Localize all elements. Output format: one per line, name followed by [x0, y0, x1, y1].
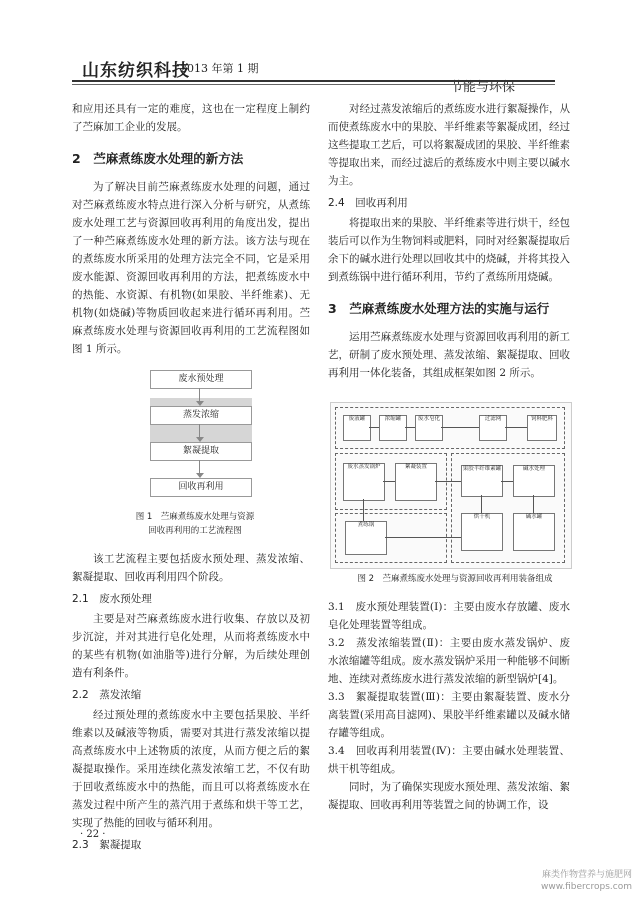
paragraph: 将提取出来的果胶、半纤维素等进行烘干，经包装后可以作为生物饲料或肥料，同时对经絮凝提取后余下的碱水进行处理以回收其中的烧碱，并将其投入到煮练锅中进行循环利用，节约了煮练所用烧碱。: [328, 217, 570, 283]
paragraph: 同时，为了确保实现废水预处理、蒸发浓缩、絮凝提取、回收再利用等装置之间的协调工作，设: [328, 781, 570, 811]
pipe-line: [435, 481, 461, 482]
subsection-heading: 2.3 絮凝提取: [72, 839, 142, 851]
pipe-line: [385, 537, 461, 538]
paragraph: 为了解决目前苎麻煮练废水处理的问题，通过对苎麻煮练废水特点进行深入分析与研究，从煮练废水处理工艺与资源回收再利用的角度出发，提出了一种苎麻煮练废水处理的新方法。该方法与现在的煮练废水所采用的处理方法完全不同，它是采用废水能源、资源回收再利用的方法，把煮练废水中的热能、水资源、有机物(如果胶、半纤维素)、无机物(如烧碱)等物质回收起来进行循环再利用。苎麻煮练废水处理与资源回收再利用的工艺流程图如图 1 所示。: [72, 181, 310, 355]
paragraph: 主要是对苎麻煮练废水进行收集、存放以及初步沉淀，并对其进行皂化处理，从而将煮练废水中的某些有机物(如油脂等)进行分解，为后续处理创造有利条件。: [72, 613, 310, 679]
pipe-line: [481, 495, 482, 513]
paragraph: 3.1 废水预处理装置(Ⅰ)：主要由废水存放罐、废水皂化处理装置等组成。: [328, 601, 570, 631]
paragraph: 和应用还具有一定的难度，这也在一定程度上制约了苎麻加工企业的发展。: [72, 103, 310, 133]
header-rule-thin: [72, 84, 555, 85]
watermark-line: www.fibercrops.com: [541, 882, 632, 892]
flow-arrow-icon: [199, 460, 200, 475]
pipe-line: [405, 427, 415, 428]
section-title: 节能与环保: [450, 80, 516, 95]
subsection-heading: 2.2 蒸发浓缩: [72, 689, 142, 701]
right-column-lower: [328, 598, 570, 814]
journal-title: 山东纺织科技: [82, 61, 190, 81]
equipment-box: 浓缩罐: [379, 415, 407, 441]
flow-box: 蒸发浓缩: [150, 406, 252, 425]
section-heading: 3 苎麻煮练废水处理方法的实施与运行: [328, 301, 550, 316]
section-heading: 2 苎麻煮练废水处理的新方法: [72, 151, 244, 166]
page-number: · 22 ·: [80, 829, 106, 840]
equipment-box: 絮凝装置: [395, 463, 437, 501]
caption-line: 图 1 苎麻煮练废水处理与资源: [135, 512, 255, 522]
figure-2-caption: 图 2 苎麻煮练废水处理与资源回收再利用装备组成: [357, 574, 553, 584]
pipe-line: [505, 427, 527, 428]
paragraph: 3.3 絮凝提取装置(Ⅲ)：主要由絮凝装置、废水分离装置(采用高目滤网)、果胶半纤维素罐以及碱水储存罐等组成。: [328, 691, 570, 739]
paragraph: 运用苎麻煮练废水处理与资源回收再利用的新工艺，研制了废水预处理、蒸发浓缩、絮凝提取、回收再利用一体化装备，其组成框架如图 2 所示。: [328, 331, 570, 379]
equipment-box: 废水蒸发锅炉: [343, 463, 385, 501]
caption-line: 回收再利用的工艺流程图: [148, 526, 242, 536]
paragraph: 3.2 蒸发浓缩装置(Ⅱ)：主要由废水蒸发锅炉、废水浓缩罐等组成。废水蒸发锅炉采用一种能够不间断地、连续对煮练废水进行蒸发浓缩的新型锅炉[4]。: [328, 637, 570, 685]
pipe-line: [501, 481, 513, 482]
equipment-box: 废水皂化: [415, 415, 443, 441]
flow-arrow-icon: [199, 424, 200, 439]
equipment-box: 废液罐: [343, 415, 371, 441]
pipe-line: [383, 481, 395, 482]
flow-arrow-icon: [199, 388, 200, 403]
subsection-heading: 2.4 回收再利用: [328, 197, 408, 209]
equipment-box: 碱水罐: [513, 513, 555, 551]
flow-box: 废水预处理: [150, 370, 252, 389]
equipment-box: 煮练锅: [345, 521, 387, 555]
equipment-box: 碱水处理: [513, 465, 555, 497]
flow-box: 絮凝提取: [150, 442, 252, 461]
watermark-line: 麻类作物营养与施肥网: [541, 870, 632, 880]
header-rule: [72, 80, 555, 82]
subsection-heading: 2.1 废水预处理: [72, 593, 152, 605]
paragraph: 经过预处理的煮练废水中主要包括果胶、半纤维素以及碱液等物质，需要对其进行蒸发浓缩以提高煮练废水中上述物质的浓度，从而方便之后的絮凝提取操作。采用连续化蒸发浓缩工艺，不仅有助于回收煮练废水中的热能，而且可以将煮练废水在蒸发过程中所产生的蒸汽用于煮练和烘干等工艺，实现了热能的回收与循环利用。: [72, 709, 310, 829]
paragraph: 该工艺流程主要包括废水预处理、蒸发浓缩、絮凝提取、回收再利用四个阶段。: [72, 553, 310, 583]
pipe-line: [363, 499, 364, 521]
equipment-box: 烘干机: [461, 513, 503, 551]
equipment-box: 饲料肥料: [527, 415, 557, 441]
pipe-line: [441, 427, 479, 428]
right-column: [328, 100, 570, 382]
figure-1-caption: [95, 510, 295, 538]
figure-2-equipment-diagram: [330, 402, 572, 569]
watermark: [517, 869, 632, 893]
left-column-lower: [72, 550, 310, 856]
issue-label: 2013 年第 1 期: [180, 62, 259, 75]
pipe-line: [369, 427, 379, 428]
equipment-box: 过滤网: [479, 415, 507, 441]
flow-box: 回收再利用: [150, 478, 252, 497]
left-column: [72, 100, 310, 358]
paragraph: 对经过蒸发浓缩后的煮练废水进行絮凝操作，从而使煮练废水中的果胶、半纤维素等絮凝成团，经过这些提取工艺后，可以将絮凝成团的果胶、半纤维素等提取出来，而经过滤后的煮练废水中则主要以碱水为主。: [328, 103, 570, 187]
figure-1-flowchart: [88, 358, 293, 508]
paragraph: 3.4 回收再利用装置(Ⅳ)：主要由碱水处理装置、烘干机等组成。: [328, 745, 570, 775]
equipment-box: 果胶半纤维素罐: [461, 465, 503, 497]
pipe-line: [533, 495, 534, 513]
